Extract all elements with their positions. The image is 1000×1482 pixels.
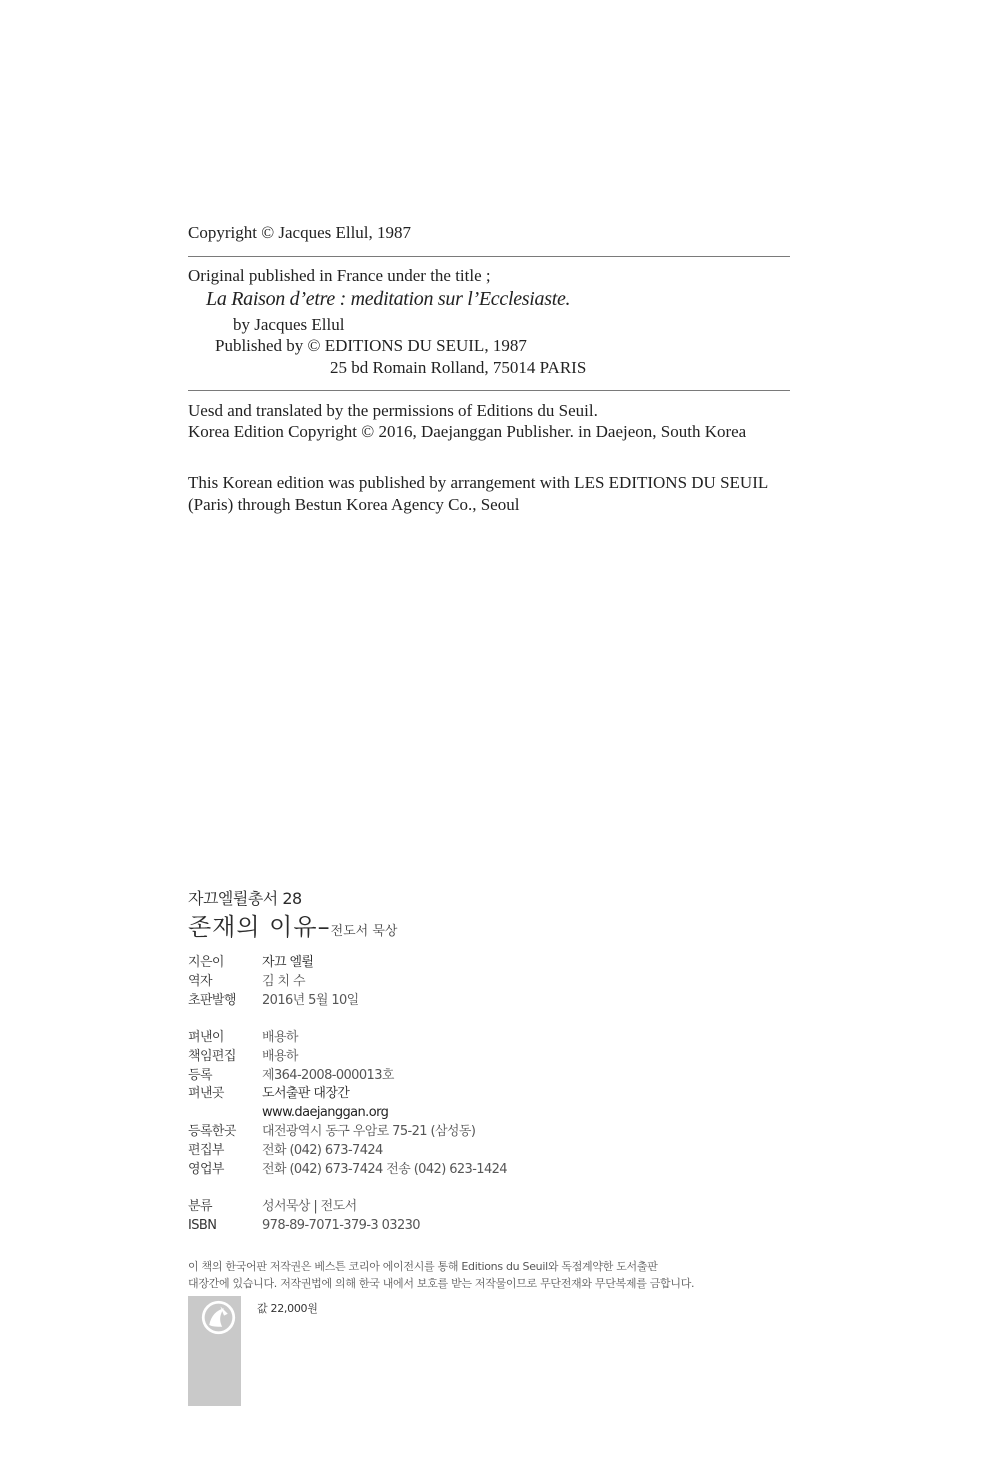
- info-value: 전화 (042) 673-7424: [262, 1142, 383, 1158]
- info-value: 성서묵상 | 전도서: [262, 1199, 357, 1214]
- info-value: 978-89-7071-379-3 03230: [262, 1217, 420, 1233]
- info-row: [188, 1067, 507, 1086]
- info-label: 편집부: [188, 1142, 224, 1158]
- info-group-publisher: [188, 1029, 507, 1179]
- info-value: 도서출판 대장간: [262, 1086, 350, 1102]
- published-by: Published by © EDITIONS DU SEUIL, 1987: [215, 336, 527, 355]
- arrangement-line-2: (Paris) through Bestun Korea Agency Co., Seoul: [188, 495, 520, 514]
- info-row: [188, 1048, 507, 1067]
- original-title: La Raison d’etre : meditation sur l’Ecclesiaste.: [206, 288, 571, 310]
- info-value: 전화 (042) 673-7424 전송 (042) 623-1424: [262, 1161, 507, 1177]
- info-row: [188, 1161, 507, 1180]
- info-label: 지은이: [188, 955, 224, 970]
- info-group-author: [188, 954, 359, 1010]
- info-value: 김 치 수: [262, 973, 305, 989]
- info-value: 자끄 엘륄: [262, 955, 314, 970]
- copyright-notice: [188, 1258, 778, 1292]
- info-value: 제364-2008-000013호: [262, 1067, 394, 1083]
- info-label: 역자: [188, 973, 212, 989]
- info-label: ISBN: [188, 1217, 217, 1233]
- info-row: [188, 1142, 507, 1161]
- info-group-classification: [188, 1198, 420, 1236]
- copyright-line: Copyright © Jacques Ellul, 1987: [188, 223, 412, 242]
- original-intro: Original published in France under the title ;: [188, 266, 491, 285]
- info-value: 배용하: [262, 1030, 298, 1045]
- info-row: [188, 1217, 420, 1236]
- price: 값 22,000원: [257, 1302, 318, 1315]
- info-row: [188, 1104, 507, 1123]
- publisher-logo-icon: [200, 1299, 237, 1336]
- divider: [188, 390, 790, 391]
- info-label: 책임편집: [188, 1048, 236, 1064]
- info-value: 2016년 5월 10일: [262, 992, 359, 1008]
- permission-line: Uesd and translated by the permissions of Editions du Seuil.: [188, 401, 598, 420]
- book-subtitle: 전도서 묵상: [330, 924, 398, 939]
- info-row: [188, 1029, 507, 1048]
- korea-copyright: Korea Edition Copyright © 2016, Daejanggan Publisher. in Daejeon, South Korea: [188, 422, 747, 441]
- info-label: [188, 1104, 262, 1123]
- notice-line-1: 이 책의 한국어판 저작권은 베스튼 코리아 에이전시를 통해 Editions du Seuil와 독점계약한 도서출판: [188, 1260, 658, 1273]
- info-row: [188, 1123, 507, 1142]
- info-label: 분류: [188, 1199, 212, 1214]
- info-label: 등록한곳: [188, 1123, 236, 1139]
- author-line: by Jacques Ellul: [233, 315, 345, 334]
- publisher-logo-block: [188, 1296, 241, 1406]
- info-value: 대전광역시 동구 우암로 75-21 (삼성동): [262, 1123, 476, 1139]
- info-label: 영업부: [188, 1161, 224, 1177]
- info-row: [188, 973, 359, 992]
- book-title: 존재의 이유: [188, 913, 318, 941]
- info-label: 초판발행: [188, 992, 236, 1008]
- info-row: [188, 1198, 420, 1217]
- arrangement-line-1: This Korean edition was published by arrangement with LES EDITIONS DU SEUIL: [188, 473, 769, 492]
- info-label: 펴낸이: [188, 1030, 224, 1045]
- title-dash: –: [317, 913, 331, 941]
- info-label: 등록: [188, 1067, 212, 1083]
- info-label: 펴낸곳: [188, 1086, 224, 1102]
- notice-line-2: 대장간에 있습니다. 저작권법에 의해 한국 내에서 보호를 받는 저작물이므로 무단전재와 무단복제를 금합니다.: [188, 1277, 695, 1290]
- series-name: 자끄엘륄총서 28: [188, 889, 302, 908]
- divider: [188, 256, 790, 257]
- info-value: 배용하: [262, 1048, 298, 1064]
- info-row: [188, 954, 359, 973]
- website-link[interactable]: www.daejanggan.org: [262, 1105, 389, 1121]
- publisher-address: 25 bd Romain Rolland, 75014 PARIS: [330, 358, 587, 377]
- info-row: [188, 1085, 507, 1104]
- info-row: [188, 992, 359, 1011]
- book-title-block: [188, 907, 398, 942]
